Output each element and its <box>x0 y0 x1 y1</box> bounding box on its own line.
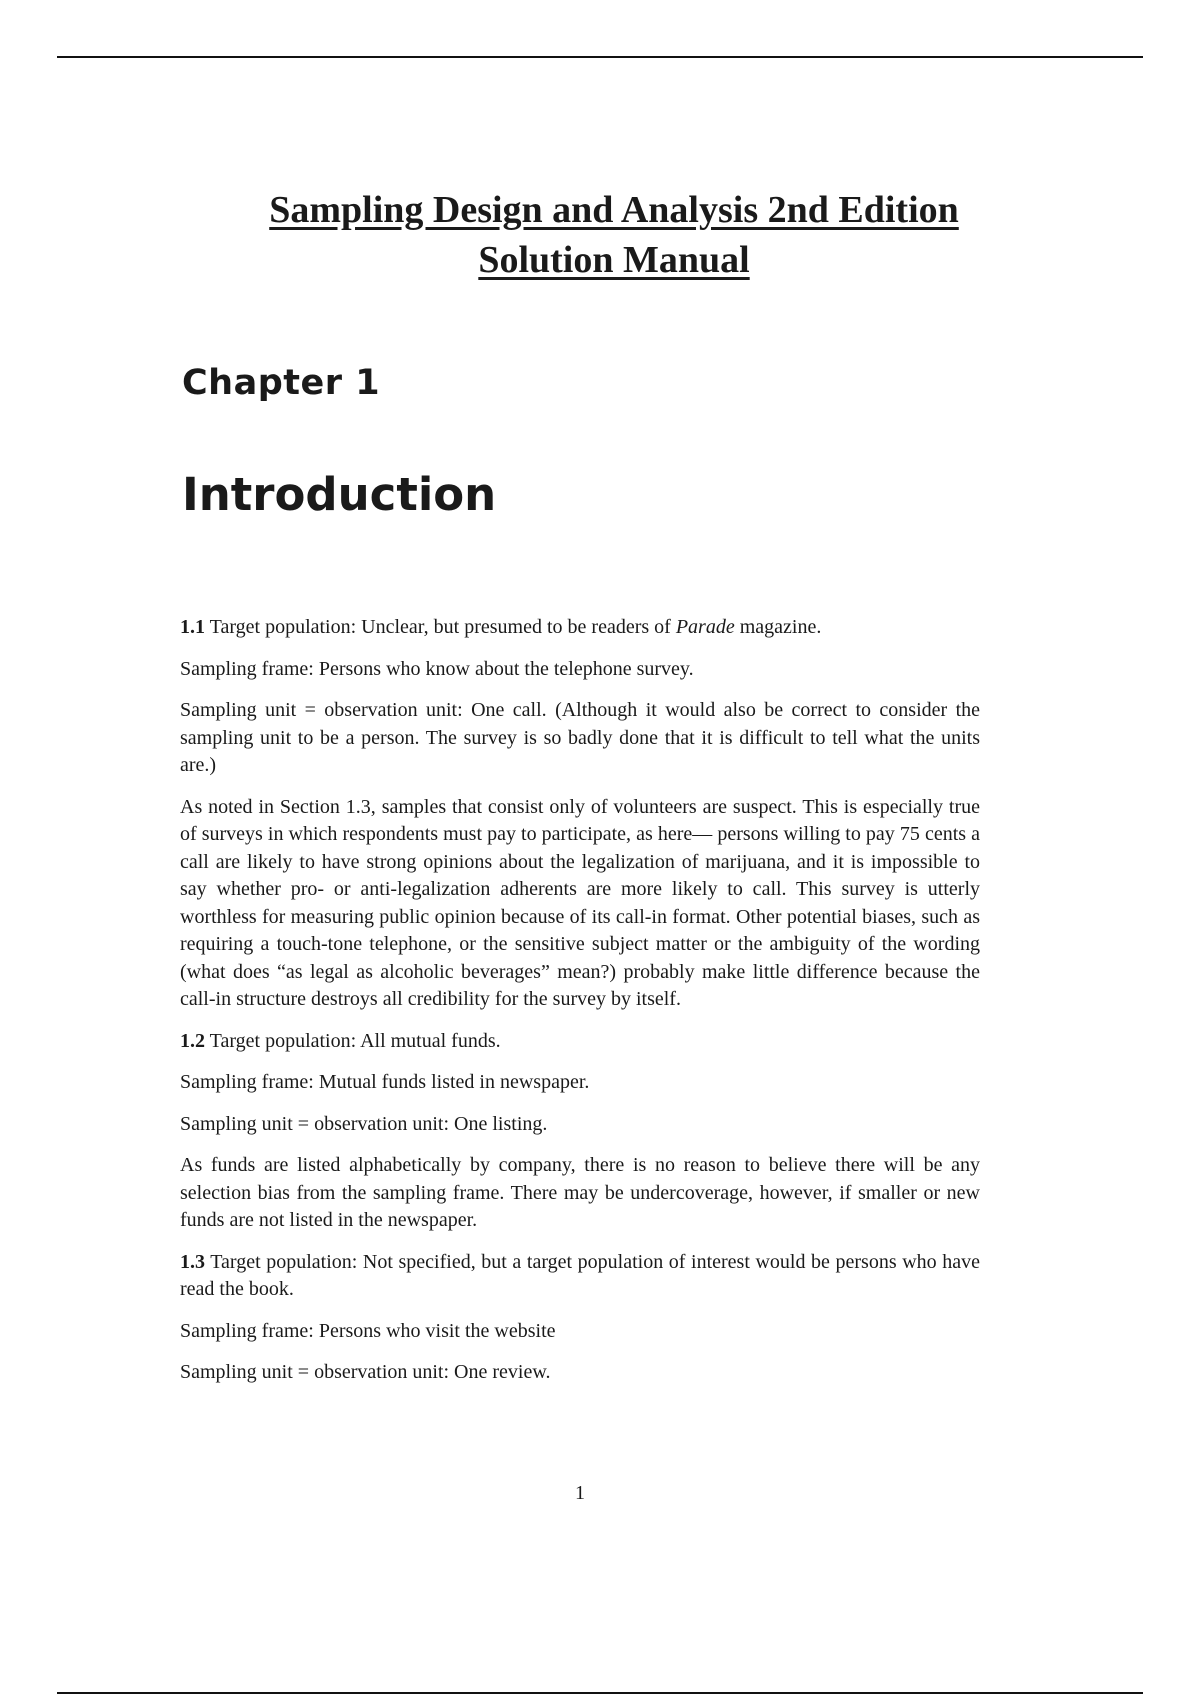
q2-discussion: As funds are listed alphabetically by company, there is no reason to believe there will be any selection bias from the sampling frame. There may be undercoverage, however, if smaller or new funds are not listed in the newspaper. <box>180 1154 980 1231</box>
parade-italic: Parade <box>675 616 735 638</box>
page-number: 1 <box>575 1482 585 1504</box>
bottom-rule <box>57 1692 1143 1694</box>
top-rule <box>57 56 1143 58</box>
q1-unit: Sampling unit = observation unit: One call. (Although it would also be correct to consider the sampling unit to be a person. The survey is so badly done that it is difficult to tell what the units are.) <box>180 699 980 776</box>
q3-number: 1.3 <box>180 1250 205 1273</box>
q3-target: 1.3 Target population: Not specified, but a target population of interest would be persons who have read the book. <box>180 1250 980 1300</box>
chapter-heading: Chapter 1 <box>182 363 381 403</box>
title-line-2: Solution Manual <box>478 239 750 281</box>
q2-frame: Sampling frame: Mutual funds listed in newspaper. <box>180 1071 590 1093</box>
q1-number: 1.1 <box>180 616 205 638</box>
q1-discussion: As noted in Section 1.3, samples that consist only of volunteers are suspect. This is especially true of surveys in which respondents must pay to participate, as here— persons willing to pay 75 cents a call are likely to have strong opinions about the legalization of marijuana, and it is impossible to say whether pro- or anti-legalization adherents are more likely to call. This survey is utterly worthless for measuring public opinion because of its call-in format. Other potential biases, such as requiring a touch-tone telephone, or the sensitive subject matter or the ambiguity of the wording (what does “as legal as alcoholic beverages” mean?) probably make little difference because the call-in structure destroys all credibility for the survey by itself. <box>180 795 980 1010</box>
q2-number: 1.2 <box>180 1029 205 1052</box>
document-title <box>180 185 1048 285</box>
q3-frame: Sampling frame: Persons who visit the website <box>180 1319 556 1342</box>
q2-target: 1.2 Target population: All mutual funds. <box>180 1029 501 1052</box>
q1-target: 1.1 Target population: Unclear, but presumed to be readers of Parade magazine. <box>180 616 822 638</box>
chapter-title: Introduction <box>182 468 497 521</box>
document-body <box>180 614 980 1401</box>
q2-unit: Sampling unit = observation unit: One listing. <box>180 1112 548 1135</box>
q3-unit: Sampling unit = observation unit: One review. <box>180 1361 551 1383</box>
q1-frame: Sampling frame: Persons who know about the telephone survey. <box>180 657 694 680</box>
title-line-1: Sampling Design and Analysis 2nd Edition <box>269 189 959 231</box>
